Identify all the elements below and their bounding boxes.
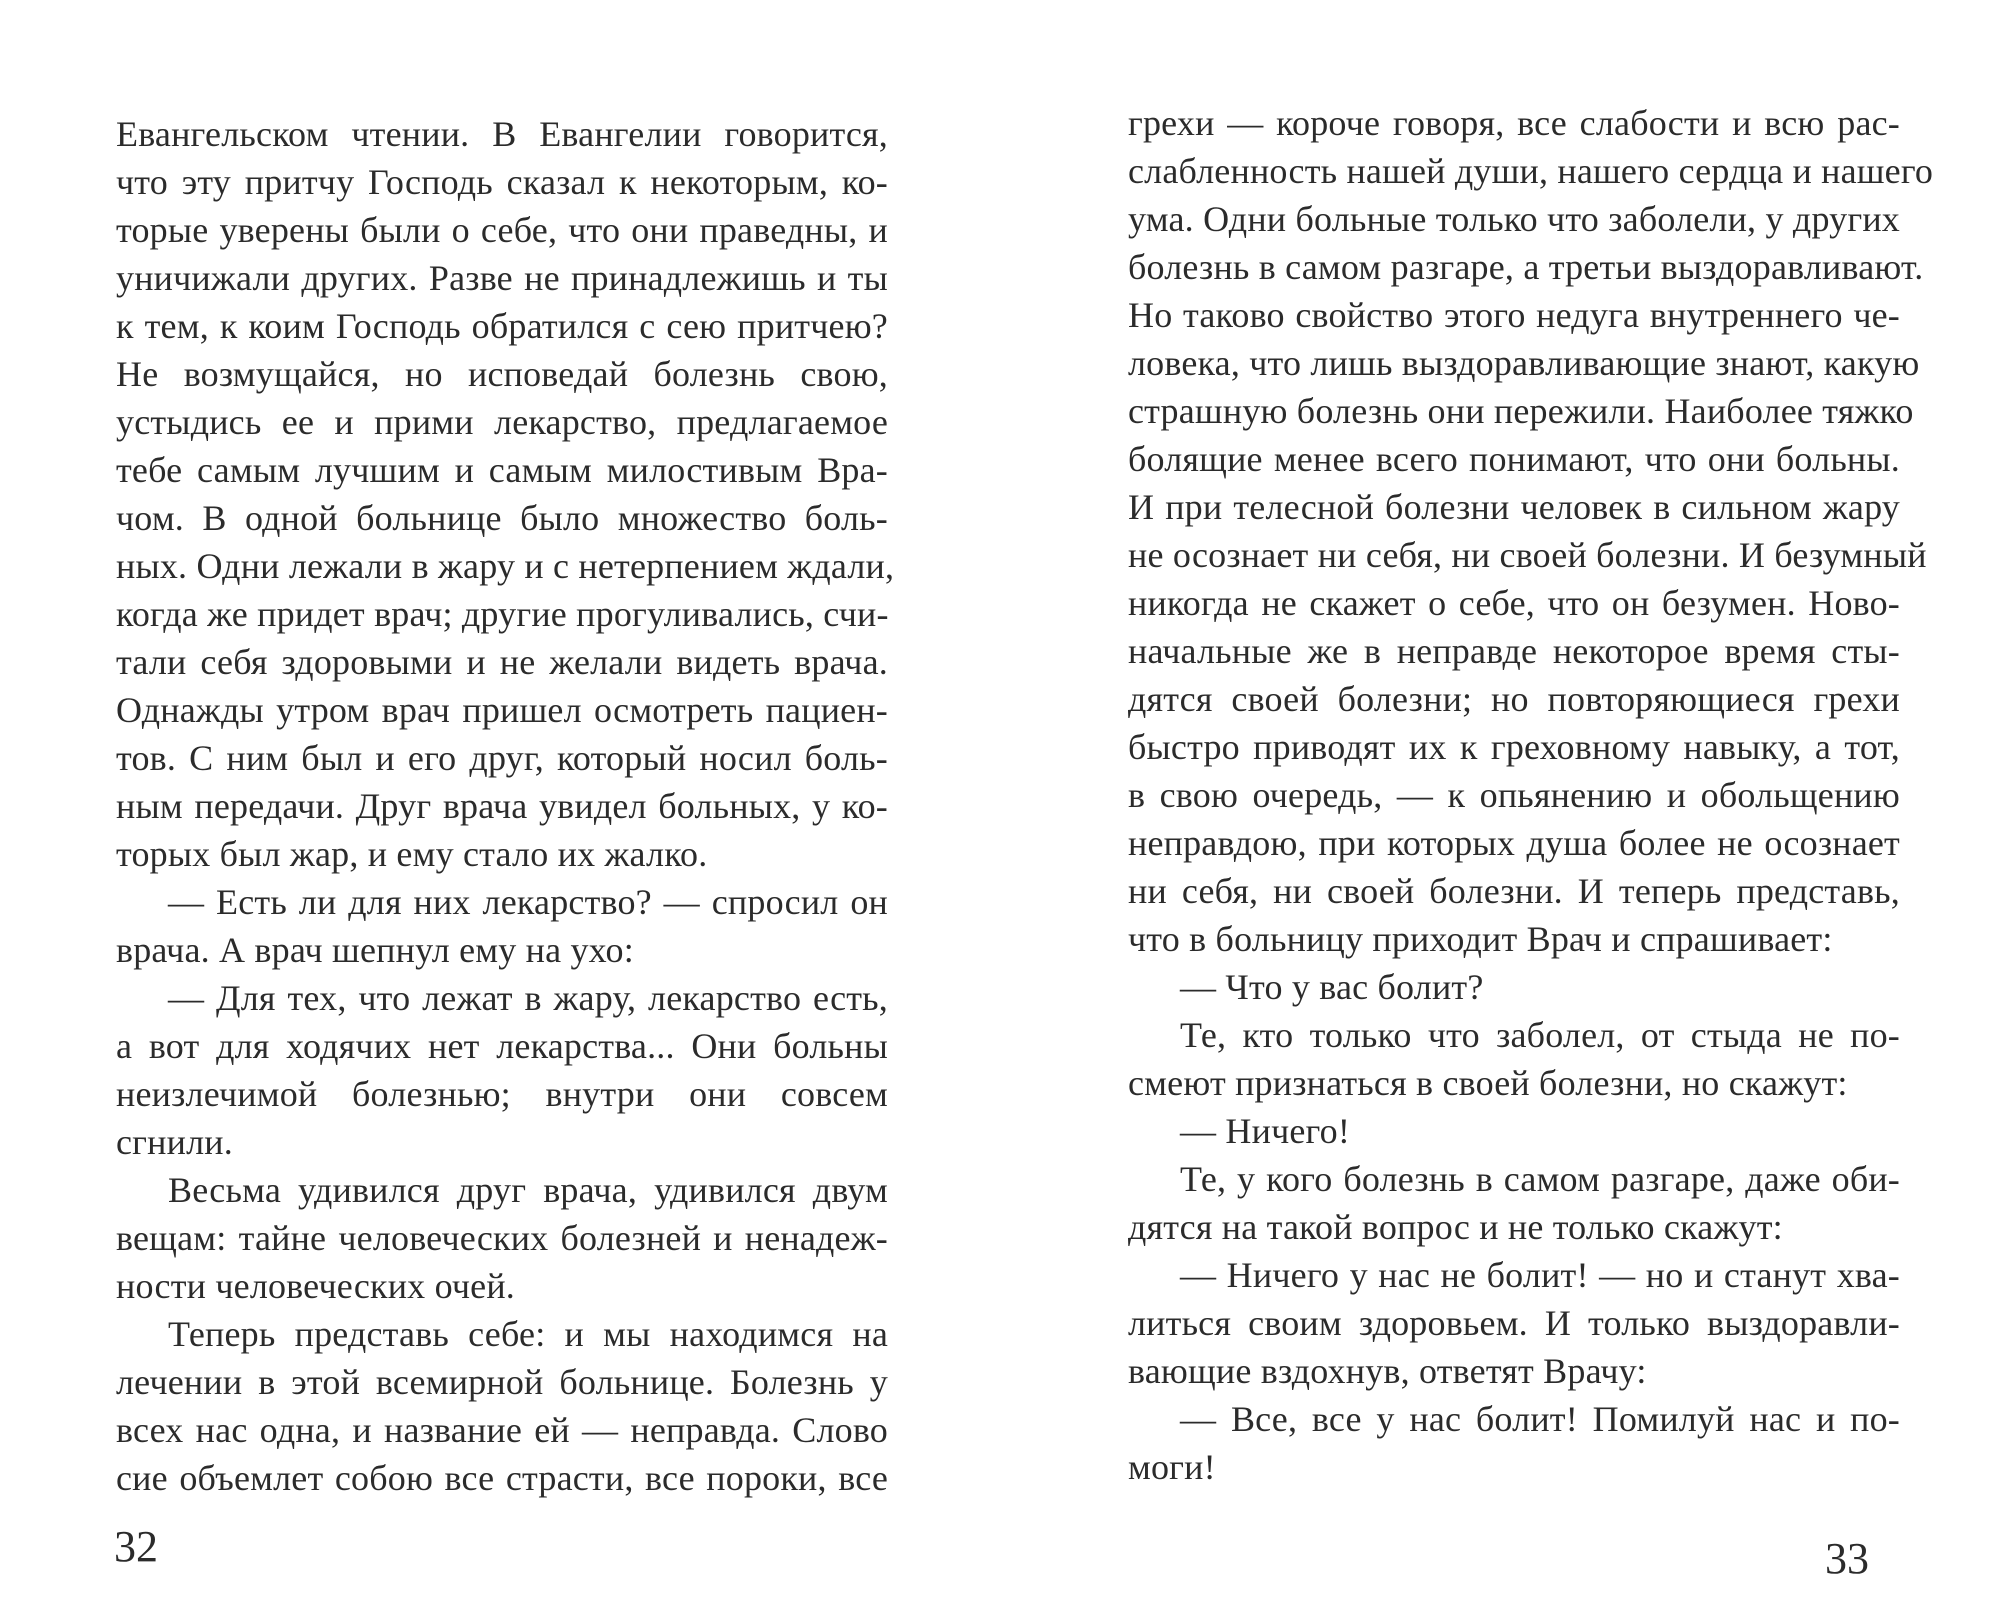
text-line: всех нас одна, и название ей — неправда. Слово: [116, 1410, 888, 1450]
text-line: — Есть ли для них лекарство? — спросил он: [168, 882, 888, 922]
text-line: Евангельском чтении. В Евангелии говорится,: [116, 114, 888, 154]
text-line: сие объемлет собою все страсти, все пороки, все: [116, 1458, 888, 1498]
text-line: быстро приводят их к греховному навыку, а тот,: [1128, 727, 1900, 767]
text-line: что эту притчу Господь сказал к некоторым, ко-: [116, 162, 888, 202]
text-line: ности человеческих очей.: [116, 1266, 515, 1306]
text-line: дятся на такой вопрос и не только скажут:: [1128, 1207, 1783, 1247]
text-line: Однажды утром врач пришел осмотреть пациен-: [116, 690, 888, 730]
text-line: смеют признаться в своей болезни, но скажут:: [1128, 1063, 1848, 1103]
text-line: Не возмущайся, но исповедай болезнь свою,: [116, 354, 888, 394]
text-line: грехи — короче говоря, все слабости и всю рас-: [1128, 103, 1900, 143]
text-line: неизлечимой болезнью; внутри они совсем: [116, 1074, 888, 1114]
text-line: начальные же в неправде некоторое время сты-: [1128, 631, 1900, 671]
text-line: ным передачи. Друг врача увидел больных, у ко-: [116, 786, 888, 826]
text-line: ловека, что лишь выздоравливающие знают, какую: [1128, 343, 1920, 383]
text-line: ума. Одни больные только что заболели, у других: [1128, 199, 1900, 239]
text-line: — Все, все у нас болит! Помилуй нас и по-: [1180, 1399, 1900, 1439]
left-page-text: [116, 110, 895, 1502]
text-line: Теперь представь себе: и мы находимся на: [168, 1314, 888, 1354]
text-line: моги!: [1128, 1447, 1216, 1487]
text-line: страшную болезнь они пережили. Наиболее тяжко: [1128, 391, 1914, 431]
text-line: торых был жар, и ему стало их жалко.: [116, 834, 708, 874]
text-line: тали себя здоровыми и не желали видеть врача.: [116, 642, 888, 682]
text-line: дятся своей болезни; но повторяющиеся грехи: [1128, 679, 1900, 719]
page-number: 33: [1825, 1534, 1869, 1583]
text-line: — Что у вас болит?: [1180, 967, 1484, 1007]
text-line: — Ничего!: [1180, 1111, 1351, 1151]
text-line: ни себя, ни своей болезни. И теперь представь,: [1128, 871, 1900, 911]
text-line: ных. Одни лежали в жару и с нетерпением ждали,: [116, 546, 895, 586]
text-line: что в больницу приходит Врач и спрашивает:: [1128, 919, 1833, 959]
right-page: [1000, 0, 2000, 1619]
text-line: болезнь в самом разгаре, а третьи выздоравливают.: [1128, 247, 1924, 287]
text-line: литься своим здоровьем. И только выздоравли-: [1128, 1303, 1900, 1343]
text-line: а вот для ходячих нет лекарства... Они больны: [116, 1026, 888, 1066]
text-line: болящие менее всего понимают, что они больны.: [1128, 439, 1900, 479]
text-line: — Ничего у нас не болит! — но и станут хва-: [1180, 1255, 1900, 1295]
text-line: Те, кто только что заболел, от стыда не по-: [1180, 1015, 1900, 1055]
right-page-text: [1128, 99, 1934, 1491]
text-line: никогда не скажет о себе, что он безумен. Ново-: [1128, 583, 1900, 623]
text-line: неправдою, при которых душа более не осознает: [1128, 823, 1900, 863]
text-line: торые уверены были о себе, что они праведны, и: [116, 210, 888, 250]
text-line: тов. С ним был и его друг, который носил боль-: [116, 738, 888, 778]
text-line: И при телесной болезни человек в сильном жару: [1128, 487, 1900, 527]
text-line: врача. А врач шепнул ему на ухо:: [116, 930, 634, 970]
text-line: слабленность нашей души, нашего сердца и нашего: [1128, 151, 1934, 191]
text-line: сгнили.: [116, 1122, 233, 1162]
text-line: Но таково свойство этого недуга внутреннего че-: [1128, 295, 1900, 335]
text-line: вающие вздохнув, ответят Врачу:: [1128, 1351, 1647, 1391]
text-line: устыдись ее и прими лекарство, предлагаемое: [116, 402, 888, 442]
text-line: чом. В одной больнице было множество боль-: [116, 498, 888, 538]
text-line: уничижали других. Разве не принадлежишь и ты: [116, 258, 888, 298]
text-line: лечении в этой всемирной больнице. Болезнь у: [116, 1362, 888, 1402]
text-line: Весьма удивился друг врача, удивился двум: [168, 1170, 888, 1210]
text-line: когда же придет врач; другие прогуливались, счи-: [116, 594, 889, 634]
text-line: в свою очередь, — к опьянению и обольщению: [1128, 775, 1900, 815]
text-line: — Для тех, что лежат в жару, лекарство есть,: [168, 978, 888, 1018]
page-number: 32: [114, 1522, 158, 1571]
text-line: Те, у кого болезнь в самом разгаре, даже оби-: [1180, 1159, 1900, 1199]
text-line: не осознает ни себя, ни своей болезни. И безумный: [1128, 535, 1927, 575]
text-line: вещам: тайне человеческих болезней и ненадеж-: [116, 1218, 888, 1258]
text-line: тебе самым лучшим и самым милостивым Вра-: [116, 450, 888, 490]
text-line: к тем, к коим Господь обратился с сею притчею?: [116, 306, 888, 346]
